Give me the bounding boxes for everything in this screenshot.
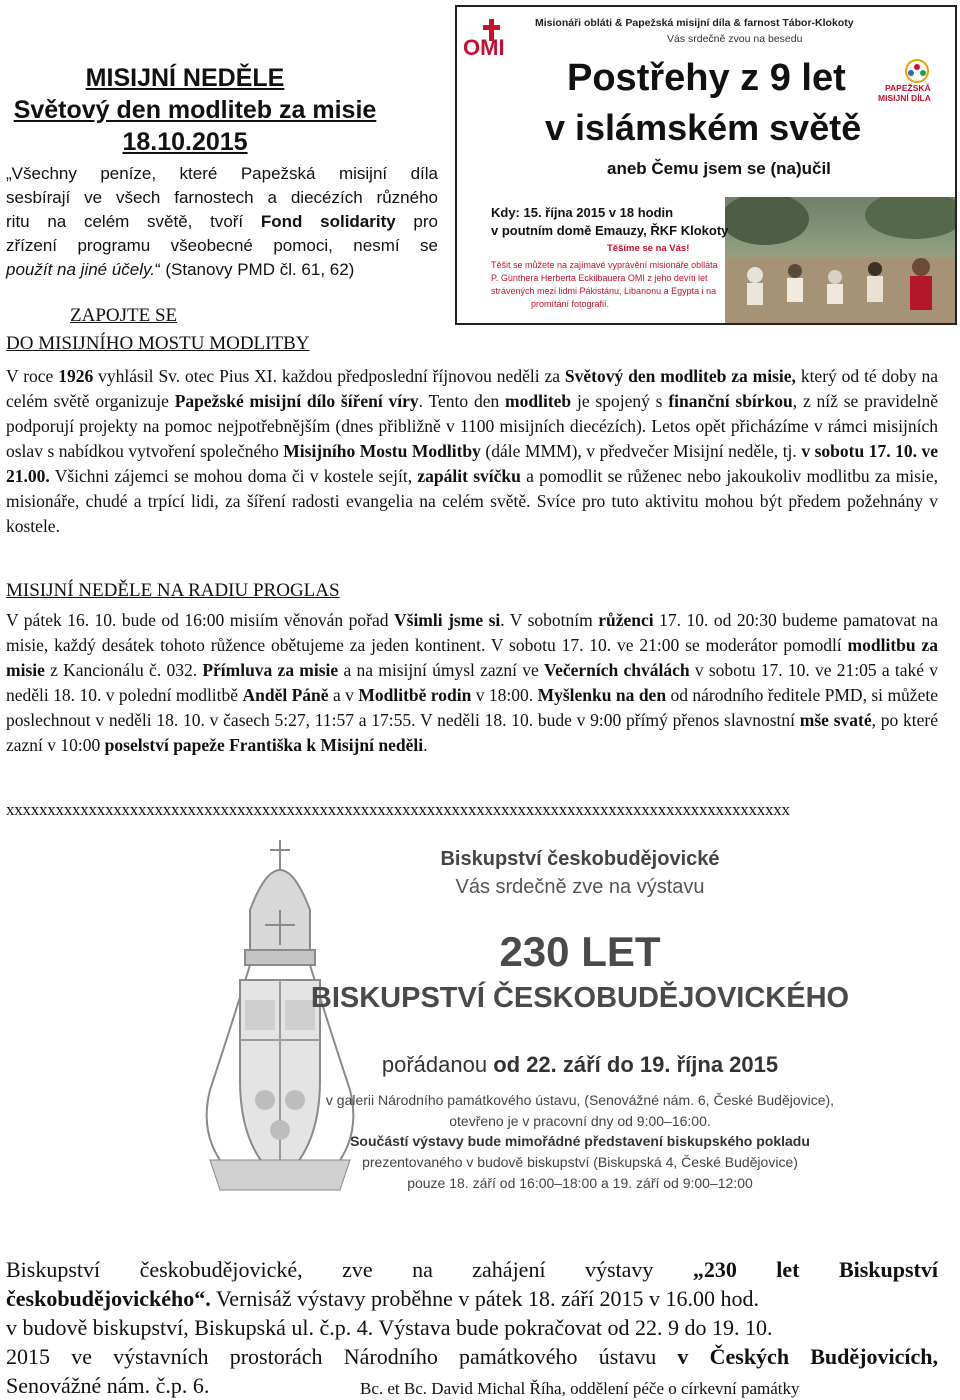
bottom-line-1: Biskupství českobudějovické, zve na zahájení výstavy „230 let Biskupství [6,1257,938,1282]
fond-solidarity: Fond solidarity [260,212,396,231]
signature: Bc. et Bc. David Michal Říha, oddělení péče o církevní památky [360,1379,800,1398]
paragraph-misijni-most: V roce 1926 vyhlásil Sv. otec Pius XI. každou předposlední říjnovou neděli za Světový den modliteb za misie, který od té doby na celém světě organizuje Papežské misijní dílo šíření víry. Tento den modliteb je spojený s finanční sbírkou, z níž se pravidelně podporují projekty na pomoc nejpotřebnějším (dnes přibližně v 1100 misijních diecézích). Letos opět přicházíme v rámci misijních oslav s nabídkou vytvoření společného Misijního Mostu Modlitby (dále MMM), v předvečer Misijní neděle, tj. v sobotu 17. 10. ve 21.00. Všichni zájemci se mohou doma či v kostele sejít, zapálit svíčku a pomodlit se růženec nebo jakoukoliv modlitbu za misie, misionáře, chudé a trpící lidi, za šíření radosti evangelia na celém světě. Svíce pro tuto aktivitu mohou být předem požehnány v kostele. [6,366,939,536]
event-poster-islamic-world [455,5,957,325]
exhibition-invite: Vás srdečně zve na výstavu [455,876,705,898]
exhibition-230-let: 230 LET [499,928,661,975]
bottom-line-5: Senovážné nám. č.p. 6. [6,1373,210,1398]
poster-title-1: Postřehy z 9 let [567,57,846,99]
exhibition-place: v galerii Národního památkového ústavu, (Senovážné nám. 6, České Budějovice), [325,1092,835,1108]
quote-line-1: „Všechny peníze, které Papežská misijní díla [6,164,438,183]
quote-line-5: použít na jiné účely.“ (Stanovy PMD čl. 61, 62) [6,260,355,279]
poster-small-text: Těšit se můžete na zajímavé vyprávění misionáře oblláta P. Günthera Herberta Eckilbauera OMI z jeho devíti let strávených mezi lidmi Pákistánu, Libanonu a Egypta i na promítání fotografií. [491,260,718,309]
poster-welcome: Těšíme se na Vás! [607,243,690,254]
separator-line: xxxxxxxxxxxxxxxxxxxxxxxxxxxxxxxxxxxxxxxxxxxxxxxxxxxxxxxxxxxxxxxxxxxxxxxxxxxxxxxxxxxxxxxxxxxxxxx [6,800,790,819]
exhibition-poster [200,830,850,1230]
quote-block [6,162,438,282]
misijni-most-heading: DO MISIJNÍHO MOSTU MODLITBY [6,333,310,354]
quote-line-4: zřízení programu všeobecné pomoci, nesmí se [6,236,438,255]
heading-misijni-nedele: MISIJNÍ NEDĚLE [85,64,285,92]
pmd-logo-text-2: MISIJNÍ DÍLA [878,93,931,103]
bottom-line-3: v budově biskupství, Biskupská ul. č.p. 4. Výstava bude pokračovat od 22. 9 do 19. 10. [6,1315,773,1340]
exhibition-treasure-place: prezentovaného v budově biskupství (Biskupská 4, České Budějovice) [362,1154,798,1170]
heading-date: 18.10.2015 [122,128,248,156]
exhibition-hours: otevřeno je v pracovní dny od 9:00–16:00. [449,1113,711,1129]
poster-org-line: Misionáři obláti & Papežská misijní díla & farnost Tábor-Klokoty [535,17,854,29]
quote-line-2: sesbírají ve všech farnostech a diecézích různého [6,188,438,207]
omi-logo-text: OMI [463,35,505,60]
pmd-logo-text-1: PAPEŽSKÁ [885,83,931,93]
poster-invite-line: Vás srdečně zvou na besedu [667,33,803,45]
bottom-line-4: 2015 ve výstavních prostorách Národního památkového ústavu v Českých Budějovicích, [6,1344,938,1369]
radio-proglas-heading: MISIJNÍ NEDĚLE NA RADIU PROGLAS [6,580,340,601]
exhibition-dates: pořádanou od 22. září do 19. října 2015 [381,1052,779,1077]
exhibition-treasure-dates: pouze 18. září od 16:00–18:00 a 19. září od 9:00–12:00 [407,1175,753,1191]
exhibition-org: Biskupství českobudějovické [440,848,720,870]
exhibition-treasure: Součástí výstavy bude mimořádné představení biskupského pokladu [350,1133,810,1149]
paragraph-radio: V pátek 16. 10. bude od 16:00 misiím věnován pořad Všimli jsme si. V sobotním růženci 17. 10. od 20:30 budeme pamatovat na misie, každý desátek tohoto růžence obětujeme za jeden kontinent. V sobotu 17. 10. ve 21:00 se moderátor pomodlí modlitbu za misie z Kancionálu č. 032. Přímluva za misie a na misijní úmysl zazní ve Večerních chválách v sobotu 17. 10. ve 21:05 a také v neděli 18. 10. v polední modlitbě Anděl Páně a v Modlitbě rodin v 18:00. Myšlenku na den od národního ředitele PMD, si můžete poslechnout v neděli 18. 10. v časech 5:27, 11:57 a 17:55. V neděli 18. 10. bude v 9:00 přímý přenos slavnostní mše svaté, po které zazní v 10:00 poselství papeže Františka k Misijní neděli. [6,610,939,755]
heading-svetovy-den: Světový den modliteb za misie [13,96,377,124]
bottom-line-2: českobudějovického“. Vernisáž výstavy proběhne v pátek 18. září 2015 v 16.00 hod. [6,1286,759,1311]
poster-where: v poutním domě Emauzy, ŘKF Klokoty [491,223,729,238]
exhibition-title: BISKUPSTVÍ ČESKOBUDĚJOVICKÉHO [310,982,850,1014]
poster-title-2: v islámském světě [545,107,862,148]
poster-subtitle: aneb Čemu jsem se (na)učil [607,159,831,178]
quote-line-3: ritu na celém světě, tvoří Fond solidarity pro [6,212,439,231]
poster-when: Kdy: 15. října 2015 v 18 hodin [491,205,674,220]
zapojte-se-heading: ZAPOJTE SE [70,305,178,326]
